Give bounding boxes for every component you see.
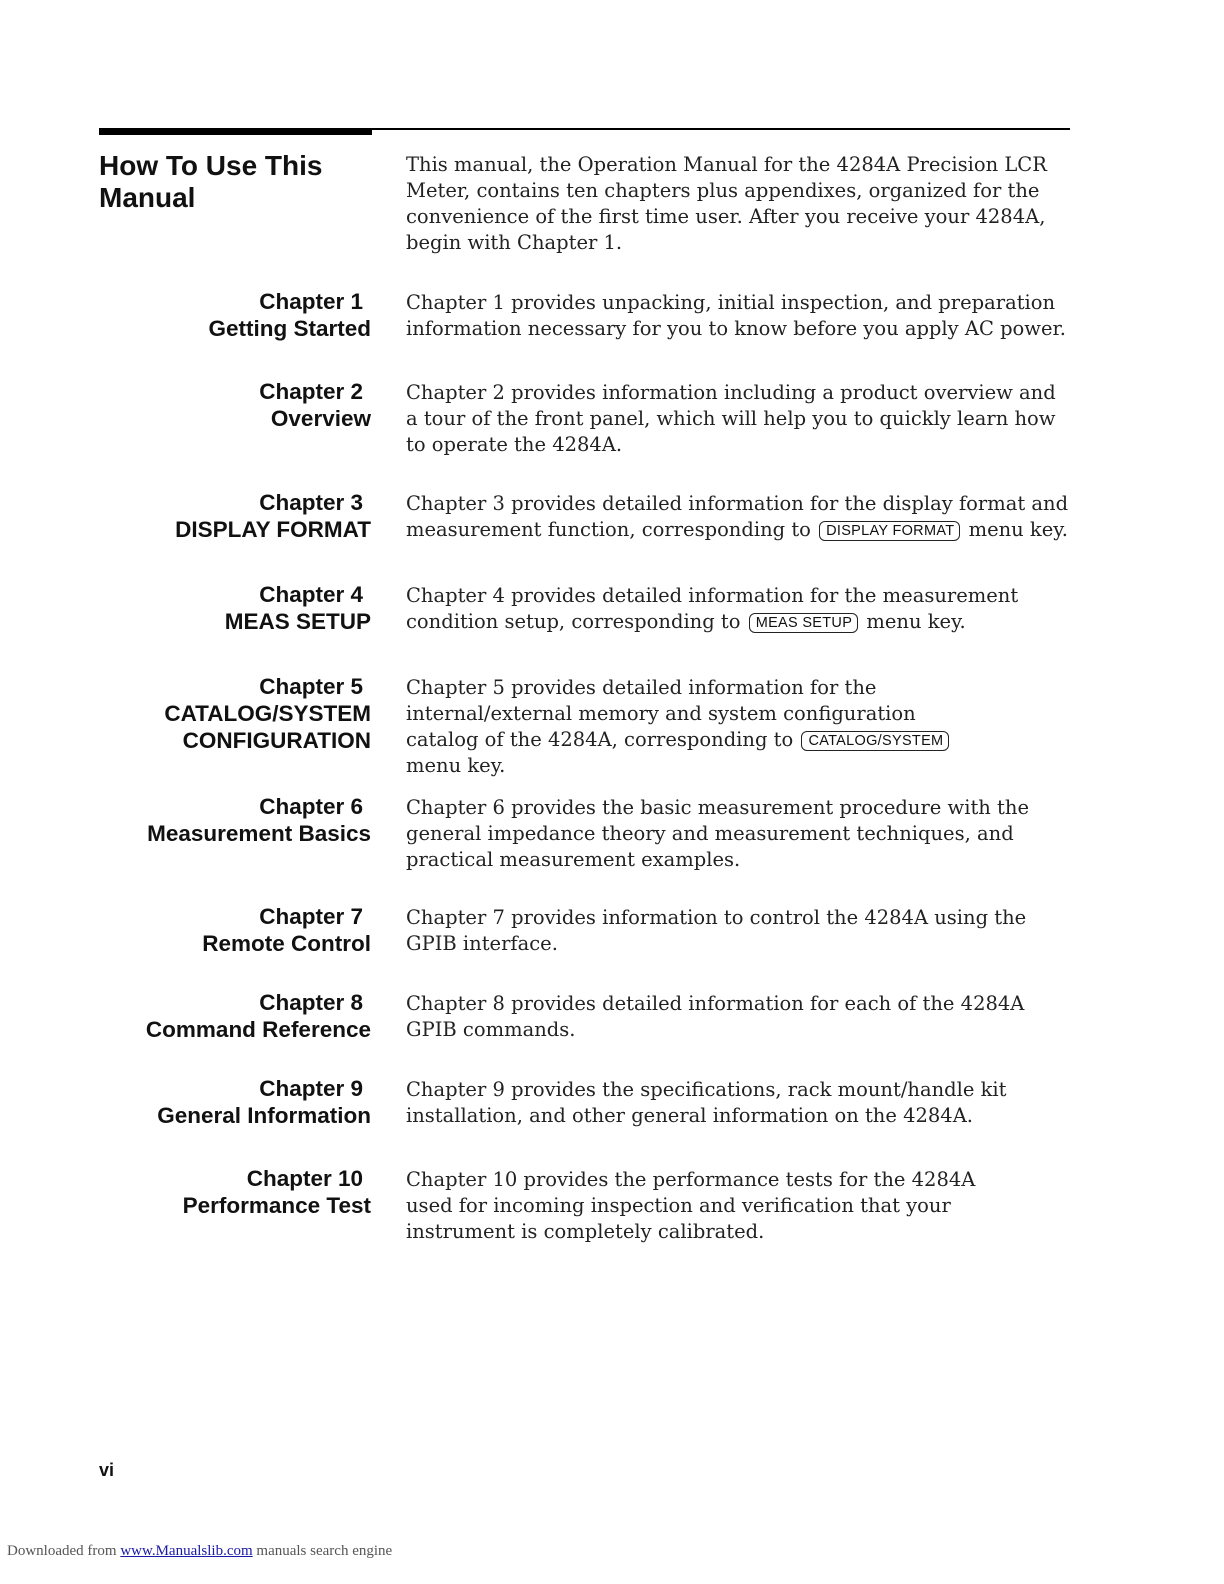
chapter-name: Overview: [270, 406, 371, 431]
chapter-description: Chapter 1 provides unpacking, initial inspection, and preparation information necessary for you to know before you apply AC power.: [406, 291, 1066, 340]
manualslib-link[interactable]: www.Manualslib.com: [120, 1543, 253, 1559]
chapter-name: Remote Control: [202, 931, 371, 956]
chapter-heading: [99, 989, 371, 1043]
page-number: vi: [99, 1460, 115, 1480]
header-rule-thin: [372, 128, 1070, 130]
chapter-name: General Information: [157, 1103, 371, 1128]
chapter-heading: [99, 378, 371, 432]
chapter-description: Chapter 3 provides detailed information for the display format and measurement function, corresponding to DISPLAY FORMAT menu key.: [406, 492, 1069, 541]
intro-paragraph: This manual, the Operation Manual for the 4284A Precision LCR Meter, contains ten chapters plus appendixes, organized for the convenience of the first time user. After you receive your 4284A, begin with Chapter 1.: [406, 153, 1047, 254]
chapter-heading: [99, 903, 371, 957]
chapter-description: Chapter 6 provides the basic measurement procedure with the general impedance theory and measurement techniques, and practical measurement examples.: [406, 796, 1029, 871]
page-title: How To Use This Manual: [99, 150, 323, 213]
chapter-name: MEAS SETUP: [224, 609, 371, 634]
meas-setup-key: MEAS SETUP: [749, 613, 858, 633]
chapter-label: Chapter 9: [259, 1076, 363, 1101]
chapter-description: Chapter 5 provides detailed information for the internal/external memory and system configuration catalog of the 4284A, corresponding to CATALOG/SYSTEM menu key.: [406, 675, 966, 779]
chapter-heading: [99, 793, 371, 847]
chapter-heading: [99, 489, 371, 543]
chapter-description: Chapter 2 provides information including a product overview and a tour of the front panel, which will help you to quickly learn how to operate the 4284A.: [406, 381, 1056, 456]
chapter-heading: [99, 288, 371, 342]
chapter-description: Chapter 4 provides detailed information for the measurement condition setup, corresponding to MEAS SETUP menu key.: [406, 584, 1019, 633]
chapter-heading: [99, 1075, 371, 1129]
chapter-heading: [99, 1165, 371, 1219]
display-format-key: DISPLAY FORMAT: [819, 521, 960, 541]
chapter-name: Getting Started: [208, 316, 371, 341]
chapter-label: Chapter 1: [259, 289, 363, 314]
chapter-description: Chapter 8 provides detailed information for each of the 4284A GPIB commands.: [406, 992, 1025, 1041]
chapter-description: Chapter 9 provides the specifications, rack mount/handle kit installation, and other general information on the 4284A.: [406, 1078, 1007, 1127]
catalog-system-key: CATALOG/SYSTEM: [801, 731, 949, 751]
chapter-name: Measurement Basics: [147, 821, 371, 846]
chapter-label: Chapter 5: [259, 674, 363, 699]
chapter-name: Command Reference: [145, 1017, 371, 1042]
chapter-heading: [99, 581, 371, 635]
download-footer: Downloaded from www.Manualslib.com manuals search engine: [7, 1543, 393, 1559]
chapter-description: Chapter 7 provides information to control the 4284A using the GPIB interface.: [406, 906, 1027, 955]
chapter-name: DISPLAY FORMAT: [175, 517, 371, 542]
chapter-label: Chapter 2: [259, 379, 363, 404]
header-rule-thick: [99, 128, 372, 135]
chapter-name: CATALOG/SYSTEM CONFIGURATION: [164, 701, 371, 753]
chapter-label: Chapter 7: [259, 904, 363, 929]
chapter-heading: [99, 673, 371, 754]
chapter-label: Chapter 8: [259, 990, 363, 1015]
chapter-label: Chapter 6: [259, 794, 363, 819]
chapter-label: Chapter 3: [259, 490, 363, 515]
chapter-description: Chapter 10 provides the performance tests for the 4284A used for incoming inspection and verification that your instrument is completely calibrated.: [406, 1168, 976, 1243]
chapter-name: Performance Test: [182, 1193, 371, 1218]
chapter-label: Chapter 10: [246, 1166, 363, 1191]
chapter-label: Chapter 4: [259, 582, 363, 607]
